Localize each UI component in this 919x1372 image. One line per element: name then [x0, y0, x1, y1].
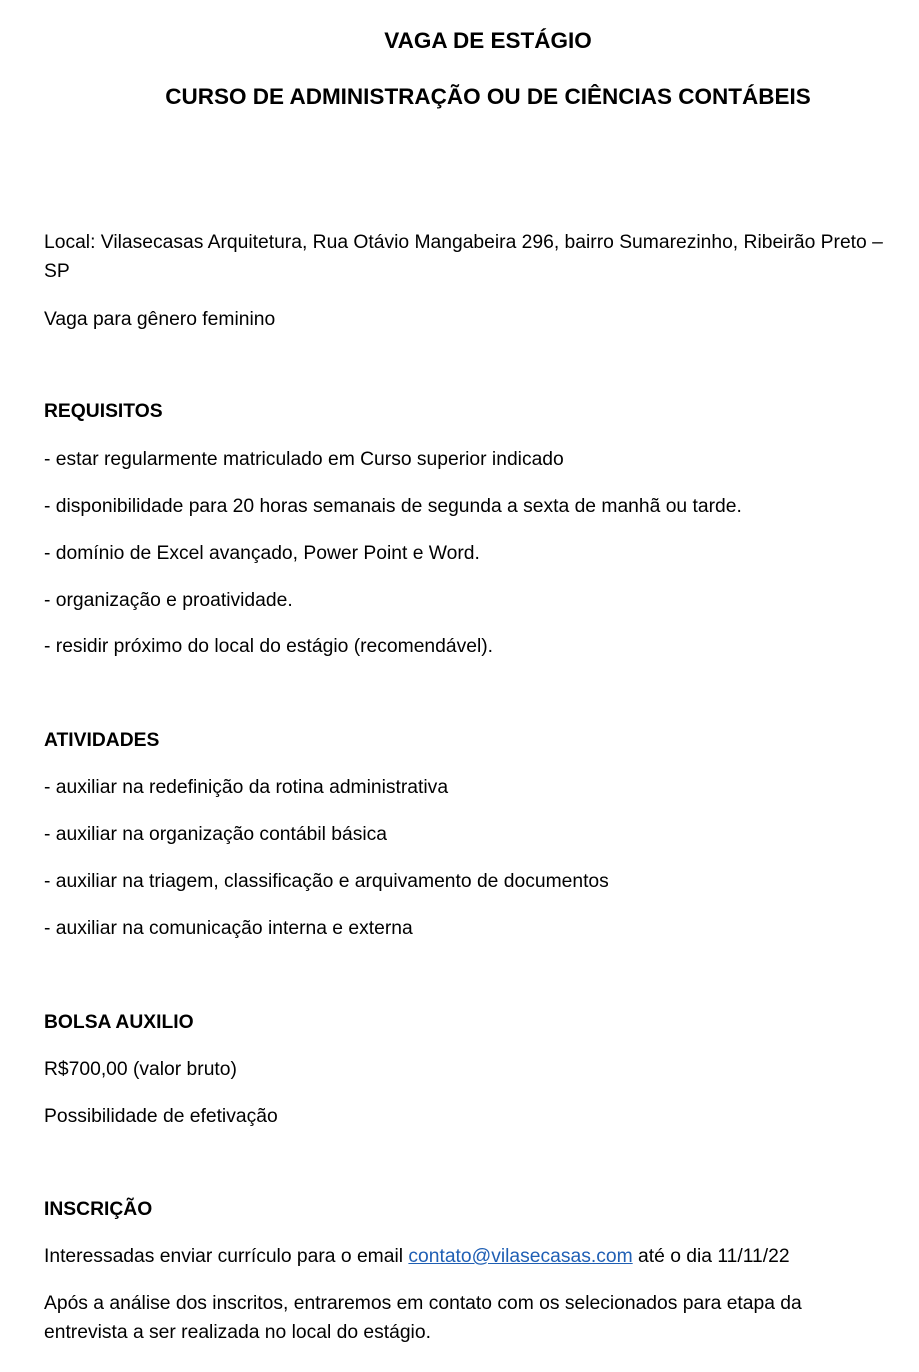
requisito-item: - disponibilidade para 20 horas semanais de segunda a sexta de manhã ou tarde. — [44, 496, 742, 517]
email-link[interactable]: contato@vilasecasas.com — [408, 1246, 633, 1267]
atividade-item: - auxiliar na organização contábil básica — [44, 824, 387, 845]
page-subtitle: CURSO DE ADMINISTRAÇÃO OU DE CIÊNCIAS CONTÁBEIS — [165, 84, 811, 109]
bolsa-valor: R$700,00 (valor bruto) — [44, 1059, 237, 1080]
requisito-item: - domínio de Excel avançado, Power Point e Word. — [44, 543, 480, 564]
requisito-item: - organização e proatividade. — [44, 590, 293, 611]
requisito-item: - residir próximo do local do estágio (recomendável). — [44, 636, 494, 657]
requisitos-heading: REQUISITOS — [44, 401, 163, 422]
genero-paragraph: Vaga para gênero feminino — [44, 309, 276, 330]
atividade-item: - auxiliar na comunicação interna e externa — [44, 918, 413, 939]
local-paragraph: Local: Vilasecasas Arquitetura, Rua Otávio Mangabeira 296, bairro Sumarezinho, Ribeirão Preto – SP — [44, 232, 883, 282]
apos-paragraph: Após a análise dos inscritos, entraremos em contato com os selecionados para etapa da entrevista a ser realizada no local do estágio. — [44, 1293, 802, 1343]
requisito-item: - estar regularmente matriculado em Curso superior indicado — [44, 449, 564, 470]
efetivacao-text: Possibilidade de efetivação — [44, 1106, 278, 1127]
inscricao-heading: INSCRIÇÃO — [44, 1199, 153, 1220]
page-title: VAGA DE ESTÁGIO — [384, 28, 592, 53]
inscricao-text-before: Interessadas enviar currículo para o email — [44, 1246, 409, 1267]
inscricao-text-after: até o dia 11/11/22 — [632, 1246, 790, 1267]
atividade-item: - auxiliar na redefinição da rotina administrativa — [44, 777, 449, 798]
inscricao-paragraph — [44, 1242, 884, 1271]
atividades-heading: ATIVIDADES — [44, 730, 160, 751]
bolsa-heading: BOLSA AUXILIO — [44, 1012, 194, 1033]
atividade-item: - auxiliar na triagem, classificação e arquivamento de documentos — [44, 871, 609, 892]
